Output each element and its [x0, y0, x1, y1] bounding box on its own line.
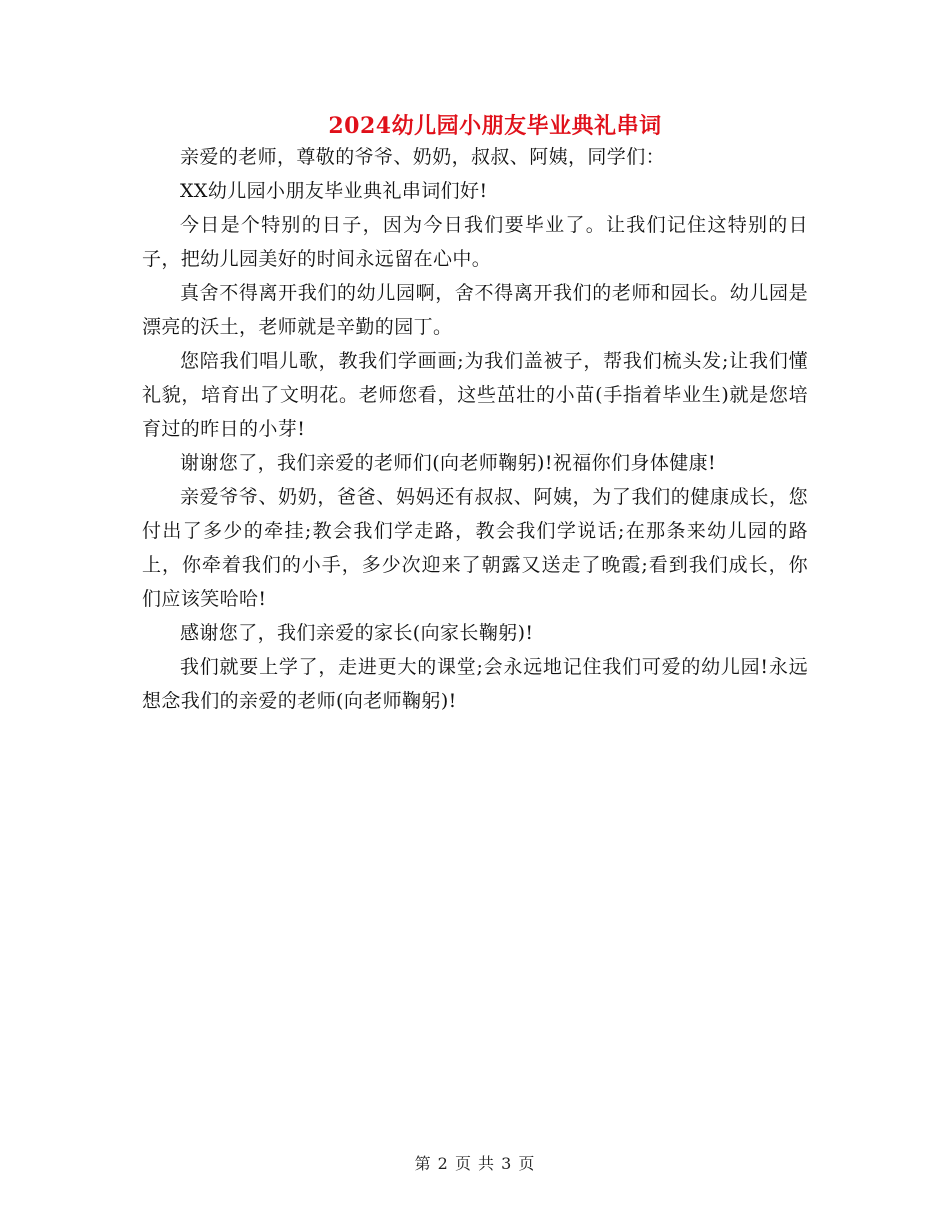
document-title: 2024幼儿园小朋友毕业典礼串词	[328, 113, 662, 139]
paragraph-greeting: 亲爱的老师，尊敬的爷爷、奶奶，叔叔、阿姨，同学们：	[180, 146, 666, 168]
document-body	[142, 140, 808, 718]
paragraph-farewell: 我们就要上学了，走进更大的课堂;会永远地记住我们可爱的幼儿园!永远想念我们的亲爱的老师(向老师鞠躬)!	[142, 656, 808, 712]
page-number-footer: 第 2 页 共 3 页	[414, 1154, 536, 1173]
paragraph-special-day: 今日是个特别的日子，因为今日我们要毕业了。让我们记住这特别的日子，把幼儿园美好的时间永远留在心中。	[142, 214, 808, 270]
paragraph-reluctant: 真舍不得离开我们的幼儿园啊，舍不得离开我们的老师和园长。幼儿园是漂亮的沃土，老师就是辛勤的园丁。	[142, 282, 808, 338]
paragraph-thank-parents: 感谢您了，我们亲爱的家长(向家长鞠躬)!	[180, 622, 534, 644]
paragraph-thank-teachers: 谢谢您了，我们亲爱的老师们(向老师鞠躬)!祝福你们身体健康!	[180, 452, 717, 474]
paragraph-hello: XX幼儿园小朋友毕业典礼串词们好!	[180, 180, 488, 202]
paragraph-teachers-care: 您陪我们唱儿歌，教我们学画画;为我们盖被子，帮我们梳头发;让我们懂礼貌，培育出了文明花。老师您看，这些茁壮的小苗(手指着毕业生)就是您培育过的昨日的小芽!	[142, 350, 808, 440]
paragraph-family: 亲爱爷爷、奶奶，爸爸、妈妈还有叔叔、阿姨，为了我们的健康成长，您付出了多少的牵挂;教会我们学走路，教会我们学说话;在那条来幼儿园的路上，你牵着我们的小手，多少次迎来了朝露又送走了晚霞;看到我们成长，你们应该笑哈哈!	[142, 486, 808, 610]
